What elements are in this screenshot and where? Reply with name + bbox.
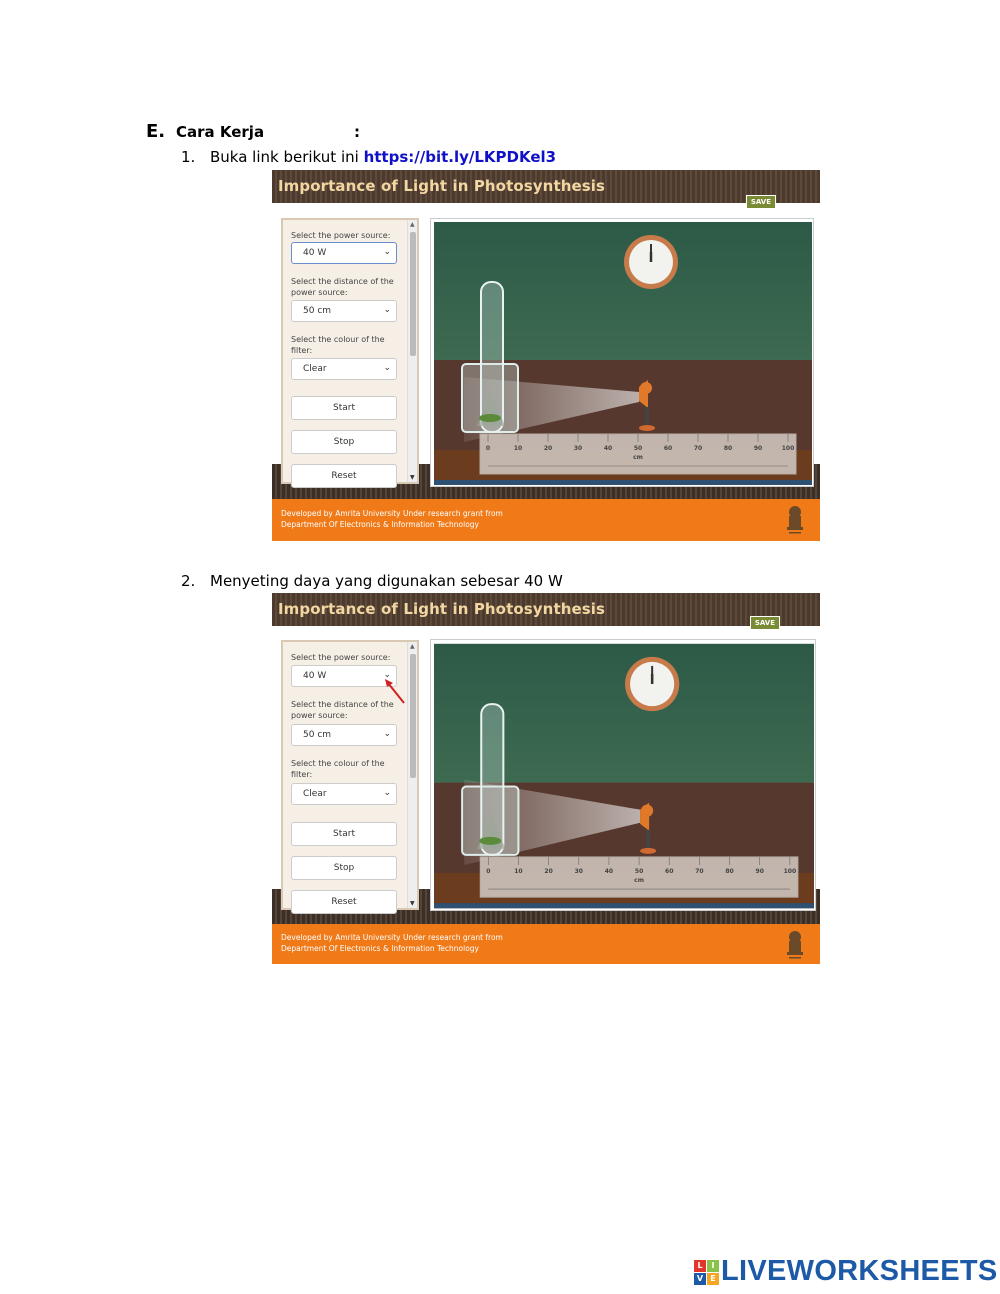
ruler-tick-label: 30 bbox=[574, 868, 583, 876]
power-label: Select the power source: bbox=[291, 231, 391, 240]
distance-value: 50 cm bbox=[303, 306, 332, 316]
experiment-scene bbox=[430, 218, 814, 487]
scrollbar-thumb[interactable] bbox=[410, 232, 416, 356]
control-panel bbox=[281, 218, 419, 484]
clock-icon bbox=[625, 657, 679, 711]
ruler-tick-label: 10 bbox=[514, 868, 523, 876]
distance-select[interactable] bbox=[291, 300, 397, 322]
national-emblem-icon bbox=[784, 504, 806, 536]
filter-label: Select the colour of the filter: bbox=[291, 335, 385, 355]
simulation-link[interactable]: https://bit.ly/LKPDKel3 bbox=[363, 148, 557, 166]
logo-text: LIVEWORKSHEETS bbox=[721, 1255, 998, 1287]
scene-illustration bbox=[434, 222, 812, 485]
scene-illustration bbox=[434, 643, 814, 909]
footer-credit bbox=[281, 932, 503, 954]
step-number: 1. bbox=[181, 148, 196, 166]
step-2 bbox=[181, 572, 563, 590]
ruler-tick-label: 20 bbox=[543, 445, 553, 452]
step-1 bbox=[181, 148, 556, 166]
ruler-tick-label: 20 bbox=[544, 868, 553, 876]
filter-value: Clear bbox=[303, 789, 327, 799]
filter-select[interactable] bbox=[291, 358, 397, 380]
footer-line-2: Department Of Electronics & Information Technology bbox=[281, 944, 479, 953]
chevron-down-icon: ⌄ bbox=[383, 247, 391, 257]
distance-label: Select the distance of the power source: bbox=[291, 277, 394, 297]
section-letter: E. bbox=[146, 121, 166, 142]
save-button[interactable]: SAVE bbox=[746, 195, 776, 209]
power-value: 40 W bbox=[303, 671, 327, 681]
ruler-unit: cm bbox=[634, 877, 645, 885]
logo-letter: E bbox=[707, 1273, 719, 1285]
power-value: 40 W bbox=[303, 248, 327, 258]
ruler-tick-label: 10 bbox=[513, 445, 523, 452]
ruler-tick-label: 100 bbox=[781, 445, 795, 452]
ruler-tick-label: 80 bbox=[723, 445, 733, 452]
liveworksheets-logo bbox=[694, 1255, 998, 1288]
filter-select[interactable] bbox=[291, 783, 397, 805]
footer-line-1: Developed by Amrita University Under research grant from bbox=[281, 509, 503, 518]
distance-label: Select the distance of the power source: bbox=[291, 700, 394, 720]
ruler-tick-label: 40 bbox=[603, 445, 613, 452]
reset-button[interactable]: Reset bbox=[291, 464, 397, 488]
reset-button[interactable]: Reset bbox=[291, 890, 397, 914]
logo-letter: L bbox=[694, 1260, 706, 1272]
scroll-down-icon[interactable]: ▼ bbox=[410, 474, 415, 481]
app-title: Importance of Light in Photosynthesis bbox=[278, 177, 606, 195]
chevron-down-icon: ⌄ bbox=[383, 305, 391, 315]
chevron-down-icon: ⌄ bbox=[383, 670, 391, 680]
footer-line-1: Developed by Amrita University Under research grant from bbox=[281, 933, 503, 942]
step-number: 2. bbox=[181, 572, 196, 590]
national-emblem-icon bbox=[784, 929, 806, 961]
ruler-tick-label: 100 bbox=[783, 868, 797, 876]
ruler-tick-label: 50 bbox=[633, 445, 643, 452]
section-colon: : bbox=[354, 123, 360, 141]
ruler-tick-label: 30 bbox=[573, 445, 583, 452]
red-arrow-icon bbox=[382, 677, 408, 707]
experiment-scene bbox=[430, 639, 816, 911]
ruler-tick-label: 50 bbox=[634, 868, 644, 876]
app-title: Importance of Light in Photosynthesis bbox=[278, 600, 606, 618]
ruler-tick-label: 90 bbox=[755, 868, 764, 876]
chevron-down-icon: ⌄ bbox=[383, 788, 391, 798]
chevron-down-icon: ⌄ bbox=[383, 729, 391, 739]
clock-icon bbox=[624, 235, 678, 289]
filter-label: Select the colour of the filter: bbox=[291, 759, 385, 779]
ruler-tick-label: 40 bbox=[604, 868, 614, 876]
stop-button[interactable]: Stop bbox=[291, 430, 397, 454]
distance-value: 50 cm bbox=[303, 730, 332, 740]
ruler-tick-label: 0 bbox=[485, 445, 491, 452]
start-button[interactable]: Start bbox=[291, 396, 397, 420]
ruler-tick-label: 70 bbox=[695, 868, 704, 876]
app-footer bbox=[272, 499, 820, 541]
simulation-screenshot-2 bbox=[272, 593, 820, 964]
start-button[interactable]: Start bbox=[291, 822, 397, 846]
step-text: Buka link berikut ini bbox=[210, 148, 364, 166]
save-button[interactable]: SAVE bbox=[750, 616, 780, 630]
stop-button[interactable]: Stop bbox=[291, 856, 397, 880]
power-select[interactable] bbox=[291, 242, 397, 264]
scroll-up-icon[interactable]: ▲ bbox=[410, 643, 415, 650]
ruler-tick-label: 60 bbox=[663, 445, 673, 452]
ruler-tick-label: 80 bbox=[725, 868, 734, 876]
ruler-tick-label: 90 bbox=[753, 445, 763, 452]
scrollbar[interactable] bbox=[407, 642, 417, 908]
ruler-tick-label: 0 bbox=[486, 868, 491, 876]
scroll-up-icon[interactable]: ▲ bbox=[410, 221, 415, 228]
footer-line-2: Department Of Electronics & Information Technology bbox=[281, 520, 479, 529]
app-footer bbox=[272, 924, 820, 964]
ruler-tick-label: 70 bbox=[693, 445, 703, 452]
logo-letter: V bbox=[694, 1273, 706, 1285]
chevron-down-icon: ⌄ bbox=[383, 363, 391, 373]
step-text: Menyeting daya yang digunakan sebesar 40 W bbox=[210, 572, 563, 590]
footer-credit bbox=[281, 508, 503, 530]
ruler-tick-label: 60 bbox=[665, 868, 674, 876]
scrollbar-thumb[interactable] bbox=[410, 654, 416, 778]
ruler-unit: cm bbox=[633, 454, 643, 461]
section-title: Cara Kerja bbox=[176, 123, 265, 141]
logo-letter: I bbox=[707, 1260, 719, 1272]
section-heading bbox=[146, 121, 360, 142]
scroll-down-icon[interactable]: ▼ bbox=[410, 900, 415, 907]
scrollbar[interactable] bbox=[407, 220, 417, 482]
filter-value: Clear bbox=[303, 364, 327, 374]
liveworksheets-icon bbox=[694, 1260, 718, 1284]
simulation-screenshot-1 bbox=[272, 170, 820, 541]
distance-select[interactable] bbox=[291, 724, 397, 746]
power-label: Select the power source: bbox=[291, 653, 391, 662]
